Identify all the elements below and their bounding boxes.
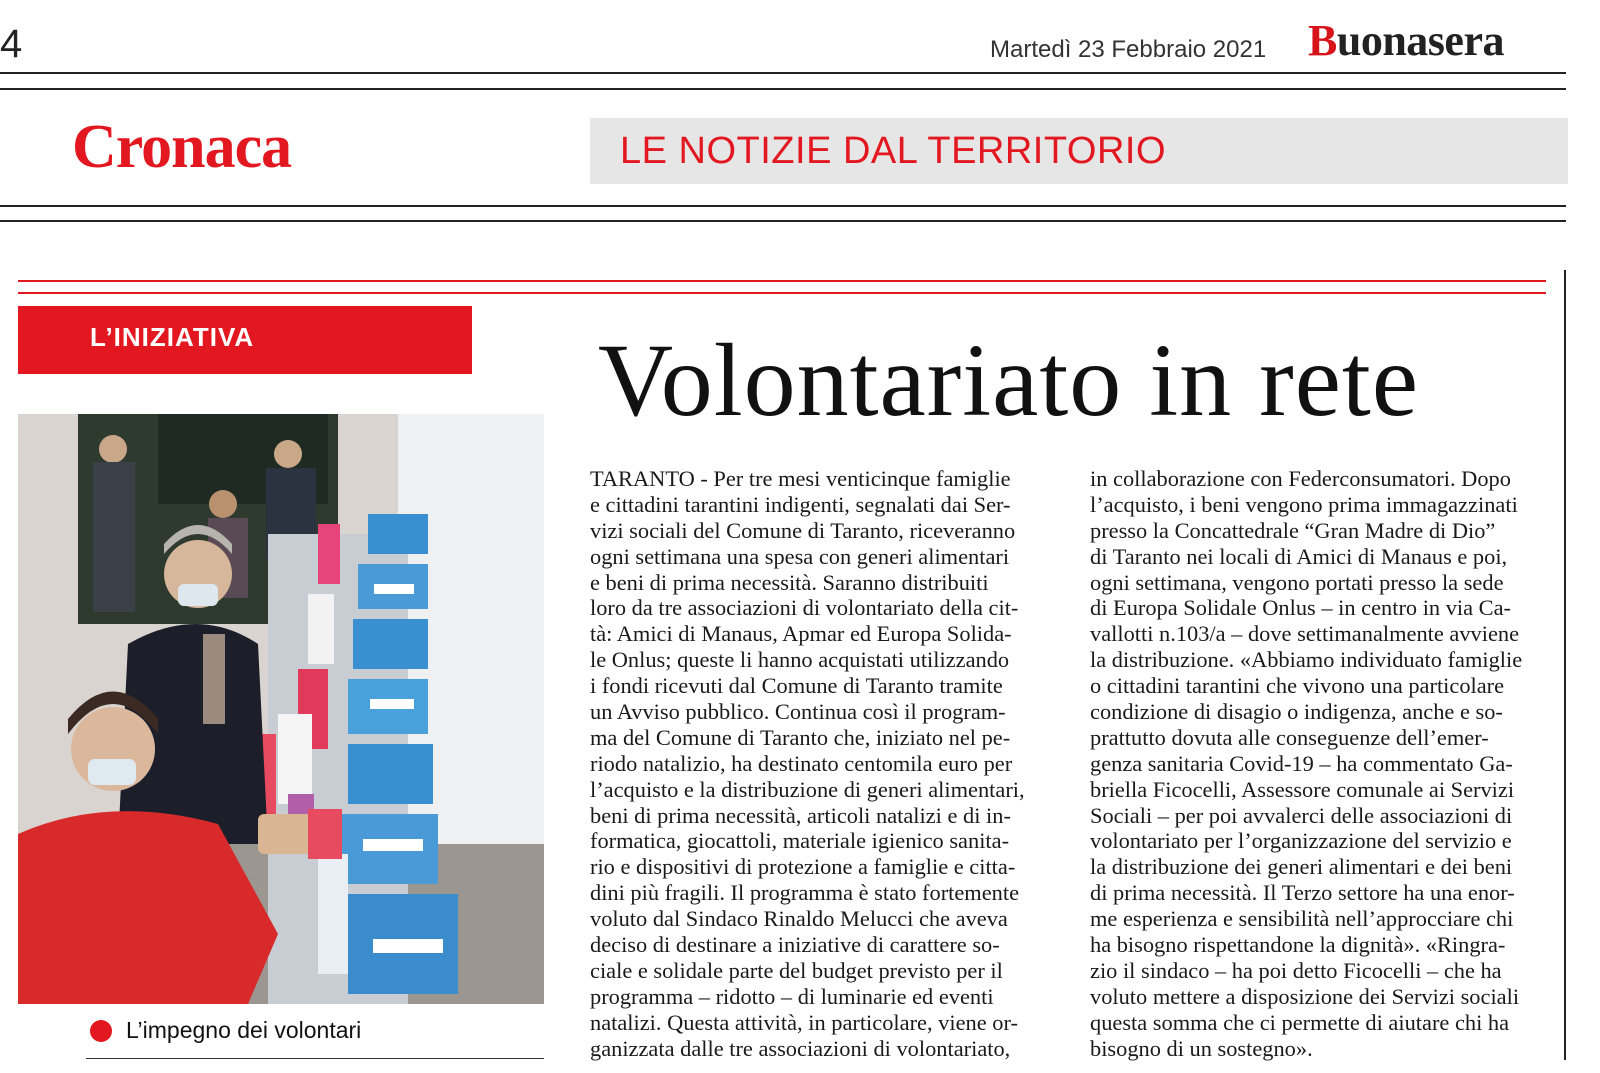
article-text-line: la distribuzione. «Abbiamo individuato famiglie — [1090, 647, 1523, 673]
issue-date: Martedì 23 Febbraio 2021 — [990, 36, 1267, 63]
article-text-line: Sociali – per poi avvalerci delle associazioni di — [1090, 802, 1513, 828]
top-rule — [0, 72, 1566, 74]
masthead-logo — [1308, 16, 1504, 66]
article-photo — [18, 414, 544, 1004]
article-text-line: vizi sociali del Comune di Taranto, riceveranno — [590, 517, 1016, 543]
article-text-line: genza sanitaria Covid-19 – ha commentato Ga- — [1090, 750, 1513, 776]
article-text-line: vallotti n.103/a – dove settimanalmente avviene — [1090, 621, 1520, 647]
article-text-line: questa somma che ci permette di aiutare chi ha — [1090, 1009, 1510, 1035]
article-text-line: deciso di destinare a iniziative di carattere so- — [590, 932, 1000, 958]
article-text-line: loro da tre associazioni di volontariato della cit- — [590, 595, 1019, 621]
caption-rule — [86, 1058, 544, 1059]
masthead-rest: uonasera — [1336, 16, 1504, 65]
article-text-line: briella Ficocelli, Assessore comunale ai Servizi — [1090, 776, 1515, 802]
article-text-line: di Europa Solidale Onlus – in centro in via Ca- — [1090, 595, 1511, 621]
article-text-line: prattutto dovuta alle conseguenze dell’emer- — [1090, 724, 1489, 750]
article-text-line: me esperienza e sensibilità nell’approcciare chi — [1090, 906, 1514, 932]
article-column-2 — [1090, 466, 1522, 1061]
masthead-initial: B — [1308, 16, 1337, 65]
article-text-line: volontariato per l’organizzazione del servizio e — [1090, 828, 1512, 854]
section-title: Cronaca — [72, 113, 292, 181]
top-rule-2 — [0, 88, 1566, 90]
article-text-line: bisogno di un sostegno». — [1090, 1035, 1313, 1061]
section-rule-2 — [0, 220, 1566, 222]
page-number: 4 — [0, 22, 23, 66]
kicker-label: L’INIZIATIVA — [90, 322, 255, 352]
article-text-line: e beni di prima necessità. Saranno distribuiti — [590, 569, 989, 595]
article-text-line: in collaborazione con Federconsumatori. Dopo — [1090, 466, 1511, 491]
article-text-line: presso la Concattedrale “Gran Madre di Dio” — [1090, 517, 1496, 543]
article-text-line: ciale e solidale parte del budget previsto per il — [590, 957, 1003, 983]
article-text-line: formatica, giocattoli, materiale igienico sanita- — [590, 828, 1010, 854]
article-top-redline-2 — [18, 292, 1546, 294]
article-text-line: programma – ridotto – di luminarie ed eventi — [590, 983, 994, 1009]
section-subtitle: LE NOTIZIE DAL TERRITORIO — [620, 130, 1167, 172]
article-text-line: condizione di disagio o indigenza, anche e so- — [1090, 699, 1503, 725]
article-text-line: o cittadini tarantini che vivono una particolare — [1090, 673, 1505, 699]
article-text-line: ha bisogno rispettandone la dignità». «Ringra- — [1090, 932, 1506, 958]
article-text-line: beni di prima necessità, articoli natalizi e di in- — [590, 802, 1011, 828]
article-text-line: di prima necessità. Il Terzo settore ha una enor- — [1090, 880, 1515, 906]
article-text-line: l’acquisto e la distribuzione di generi alimentari, — [590, 776, 1025, 802]
article-text-line: natalizi. Questa attività, in particolare, viene or- — [590, 1009, 1018, 1035]
article-text-line: ganizzata dalle tre associazioni di volontariato, — [590, 1035, 1011, 1061]
article-text-line: riodo natalizio, ha destinato centomila euro per — [590, 750, 1013, 776]
article-text-line: dini più fragili. Il programma è stato fortemente — [590, 880, 1020, 906]
article-text-line: i fondi ricevuti dal Comune di Taranto tramite — [590, 673, 1003, 699]
article-text-line: ma del Comune di Taranto che, iniziato nel pe- — [590, 724, 1011, 750]
article-headline: Volontariato in rete — [598, 323, 1419, 438]
article-text-line: di Taranto nei locali di Amici di Manaus e poi, — [1090, 543, 1508, 569]
caption-bullet — [90, 1020, 112, 1042]
article-text-line: l’acquisto, i beni vengono prima immagazzinati — [1090, 491, 1518, 517]
article-text-line: TARANTO - Per tre mesi venticinque famiglie — [590, 466, 1011, 491]
article-text-line: un Avviso pubblico. Continua così il program- — [590, 699, 1006, 725]
article-text-line: voluto dal Sindaco Rinaldo Melucci che aveva — [590, 906, 1008, 932]
article-text-line: ogni settimana, vengono portati presso la sede — [1090, 569, 1504, 595]
article-top-redline — [18, 280, 1546, 282]
section-rule — [0, 205, 1566, 207]
article-text-line: rio e dispositivi di protezione a famiglie e citta- — [590, 854, 1016, 880]
article-text-line: e cittadini tarantini indigenti, segnalati dai Ser- — [590, 491, 1011, 517]
article-text-line: le Onlus; queste li hanno acquistati utilizzando — [590, 647, 1010, 673]
photo-caption: L’impegno dei volontari — [126, 1017, 362, 1043]
article-text-line: tà: Amici di Manaus, Apmar ed Europa Solida- — [590, 621, 1012, 647]
article-column-1 — [590, 466, 1025, 1061]
article-text-line: la distribuzione dei generi alimentari e dei beni — [1090, 854, 1513, 880]
article-text-line: ogni settimana una spesa con generi alimentari — [590, 543, 1010, 569]
article-text-line: zio il sindaco – ha poi detto Ficocelli – che ha — [1090, 957, 1502, 983]
article-text-line: voluto mettere a disposizione dei Servizi sociali — [1090, 983, 1520, 1009]
column-right-rule — [1564, 270, 1566, 1060]
